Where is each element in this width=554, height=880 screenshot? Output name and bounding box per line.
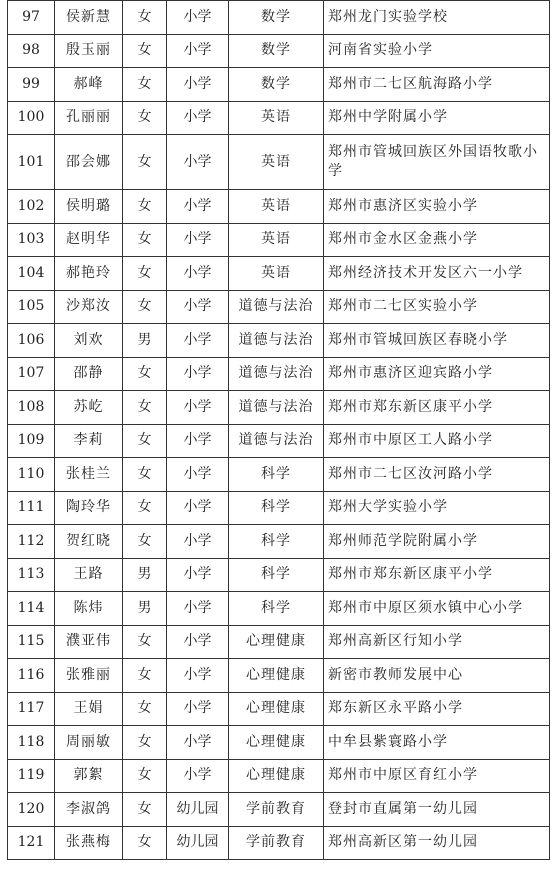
cell-gender: 女: [123, 625, 167, 659]
cell-number: 106: [8, 324, 55, 358]
table-row: [8, 223, 550, 257]
cell-gender: 男: [123, 558, 167, 592]
cell-name: 郝艳玲: [55, 257, 123, 291]
cell-subject: 道德与法治: [229, 391, 324, 425]
cell-school: 河南省实验小学: [324, 34, 550, 68]
cell-name: 张雅丽: [55, 659, 123, 693]
cell-subject: 英语: [229, 190, 324, 224]
table-row: [8, 659, 550, 693]
cell-number: 101: [8, 135, 55, 190]
cell-name: 侯新慧: [55, 1, 123, 35]
table-row: [8, 625, 550, 659]
table-row: [8, 692, 550, 726]
cell-subject: 道德与法治: [229, 424, 324, 458]
cell-name: 王路: [55, 558, 123, 592]
table-row: [8, 592, 550, 626]
cell-school: 郑州高新区第一幼儿园: [324, 826, 550, 860]
cell-name: 赵明华: [55, 223, 123, 257]
cell-school: 郑州市郑东新区康平小学: [324, 558, 550, 592]
cell-school-level: 小学: [167, 525, 229, 559]
cell-school-level: 小学: [167, 34, 229, 68]
cell-number: 121: [8, 826, 55, 860]
cell-gender: 女: [123, 391, 167, 425]
table-row: [8, 324, 550, 358]
cell-subject: 英语: [229, 135, 324, 190]
cell-number: 114: [8, 592, 55, 626]
cell-number: 111: [8, 491, 55, 525]
cell-number: 113: [8, 558, 55, 592]
cell-school: 郑州市中原区须水镇中心小学: [324, 592, 550, 626]
table-row: [8, 826, 550, 860]
cell-gender: 女: [123, 525, 167, 559]
cell-school-level: 小学: [167, 625, 229, 659]
cell-school-level: 小学: [167, 135, 229, 190]
cell-name: 张桂兰: [55, 458, 123, 492]
table-row: [8, 357, 550, 391]
cell-name: 周丽敏: [55, 726, 123, 760]
cell-gender: 女: [123, 424, 167, 458]
cell-name: 李淑鸽: [55, 793, 123, 827]
cell-number: 100: [8, 101, 55, 135]
cell-subject: 心理健康: [229, 726, 324, 760]
cell-name: 殷玉丽: [55, 34, 123, 68]
cell-gender: 女: [123, 223, 167, 257]
cell-subject: 道德与法治: [229, 357, 324, 391]
table-row: [8, 101, 550, 135]
cell-gender: 女: [123, 190, 167, 224]
table-row: [8, 793, 550, 827]
cell-subject: 科学: [229, 491, 324, 525]
teacher-list-table-container: [7, 0, 549, 860]
cell-name: 张燕梅: [55, 826, 123, 860]
cell-school-level: 小学: [167, 558, 229, 592]
cell-subject: 英语: [229, 257, 324, 291]
cell-name: 陈炜: [55, 592, 123, 626]
cell-school: 郑州师范学院附属小学: [324, 525, 550, 559]
cell-name: 贺红晓: [55, 525, 123, 559]
cell-school-level: 小学: [167, 458, 229, 492]
cell-gender: 女: [123, 491, 167, 525]
cell-number: 110: [8, 458, 55, 492]
cell-subject: 道德与法治: [229, 290, 324, 324]
cell-subject: 数学: [229, 1, 324, 35]
cell-school: 郑州市郑东新区康平小学: [324, 391, 550, 425]
cell-school: 郑州市金水区金燕小学: [324, 223, 550, 257]
cell-school: 新密市教师发展中心: [324, 659, 550, 693]
cell-school-level: 小学: [167, 324, 229, 358]
cell-school: 郑州市管城回族区春晓小学: [324, 324, 550, 358]
table-row: [8, 135, 550, 190]
cell-school-level: 小学: [167, 68, 229, 102]
cell-name: 刘欢: [55, 324, 123, 358]
cell-gender: 女: [123, 357, 167, 391]
cell-number: 112: [8, 525, 55, 559]
cell-subject: 心理健康: [229, 692, 324, 726]
table-row: [8, 525, 550, 559]
cell-number: 102: [8, 190, 55, 224]
cell-gender: 男: [123, 324, 167, 358]
cell-school: 郑州高新区行知小学: [324, 625, 550, 659]
table-row: [8, 726, 550, 760]
cell-school: 郑州龙门实验学校: [324, 1, 550, 35]
cell-school-level: 小学: [167, 190, 229, 224]
table-row: [8, 424, 550, 458]
cell-name: 孔丽丽: [55, 101, 123, 135]
cell-number: 104: [8, 257, 55, 291]
cell-subject: 科学: [229, 525, 324, 559]
cell-subject: 心理健康: [229, 659, 324, 693]
cell-gender: 女: [123, 34, 167, 68]
cell-school-level: 小学: [167, 1, 229, 35]
cell-school-level: 小学: [167, 101, 229, 135]
cell-number: 107: [8, 357, 55, 391]
cell-name: 郭絮: [55, 759, 123, 793]
cell-school: 郑州市惠济区迎宾路小学: [324, 357, 550, 391]
cell-school-level: 幼儿园: [167, 826, 229, 860]
cell-school: 郑州中学附属小学: [324, 101, 550, 135]
cell-number: 103: [8, 223, 55, 257]
cell-school-level: 小学: [167, 424, 229, 458]
cell-school: 郑州市管城回族区外国语牧歌小学: [324, 135, 550, 190]
cell-subject: 心理健康: [229, 625, 324, 659]
cell-school: 郑州大学实验小学: [324, 491, 550, 525]
cell-name: 王娟: [55, 692, 123, 726]
cell-school: 郑州经济技术开发区六一小学: [324, 257, 550, 291]
cell-subject: 心理健康: [229, 759, 324, 793]
cell-subject: 科学: [229, 458, 324, 492]
cell-subject: 学前教育: [229, 793, 324, 827]
cell-number: 120: [8, 793, 55, 827]
cell-school: 郑州市二七区航海路小学: [324, 68, 550, 102]
cell-gender: 女: [123, 68, 167, 102]
cell-subject: 英语: [229, 223, 324, 257]
cell-subject: 科学: [229, 592, 324, 626]
cell-gender: 女: [123, 135, 167, 190]
cell-gender: 女: [123, 101, 167, 135]
cell-number: 119: [8, 759, 55, 793]
cell-school: 登封市直属第一幼儿园: [324, 793, 550, 827]
cell-number: 99: [8, 68, 55, 102]
cell-number: 116: [8, 659, 55, 693]
cell-name: 濮亚伟: [55, 625, 123, 659]
cell-gender: 女: [123, 1, 167, 35]
cell-gender: 女: [123, 458, 167, 492]
cell-number: 105: [8, 290, 55, 324]
cell-gender: 女: [123, 692, 167, 726]
table-row: [8, 491, 550, 525]
cell-school-level: 小学: [167, 726, 229, 760]
cell-school: 中牟县紫寰路小学: [324, 726, 550, 760]
cell-school-level: 小学: [167, 357, 229, 391]
cell-gender: 女: [123, 257, 167, 291]
table-row: [8, 68, 550, 102]
cell-name: 邵会娜: [55, 135, 123, 190]
cell-gender: 女: [123, 290, 167, 324]
table-row: [8, 257, 550, 291]
table-row: [8, 34, 550, 68]
cell-number: 98: [8, 34, 55, 68]
cell-name: 侯明璐: [55, 190, 123, 224]
cell-school: 郑州市惠济区实验小学: [324, 190, 550, 224]
teacher-list-table: [7, 0, 550, 860]
cell-school-level: 小学: [167, 223, 229, 257]
cell-school-level: 小学: [167, 257, 229, 291]
cell-gender: 女: [123, 759, 167, 793]
cell-name: 郝峰: [55, 68, 123, 102]
cell-school: 郑州市二七区汝河路小学: [324, 458, 550, 492]
cell-number: 97: [8, 1, 55, 35]
cell-gender: 女: [123, 659, 167, 693]
cell-number: 108: [8, 391, 55, 425]
table-row: [8, 1, 550, 35]
cell-gender: 男: [123, 592, 167, 626]
cell-subject: 道德与法治: [229, 324, 324, 358]
cell-name: 沙郑汝: [55, 290, 123, 324]
table-row: [8, 458, 550, 492]
table-body: [8, 1, 550, 860]
cell-subject: 数学: [229, 68, 324, 102]
cell-school-level: 小学: [167, 391, 229, 425]
cell-school: 郑州市中原区育红小学: [324, 759, 550, 793]
cell-gender: 女: [123, 793, 167, 827]
cell-number: 109: [8, 424, 55, 458]
cell-school: 郑州市中原区工人路小学: [324, 424, 550, 458]
table-row: [8, 391, 550, 425]
cell-school: 郑东新区永平路小学: [324, 692, 550, 726]
cell-name: 苏屹: [55, 391, 123, 425]
cell-school-level: 小学: [167, 659, 229, 693]
cell-subject: 数学: [229, 34, 324, 68]
cell-gender: 女: [123, 826, 167, 860]
cell-name: 邵静: [55, 357, 123, 391]
cell-number: 117: [8, 692, 55, 726]
cell-number: 115: [8, 625, 55, 659]
cell-school-level: 小学: [167, 759, 229, 793]
cell-subject: 英语: [229, 101, 324, 135]
cell-gender: 女: [123, 726, 167, 760]
table-row: [8, 759, 550, 793]
cell-school-level: 小学: [167, 592, 229, 626]
cell-school: 郑州市二七区实验小学: [324, 290, 550, 324]
cell-school-level: 小学: [167, 692, 229, 726]
cell-number: 118: [8, 726, 55, 760]
cell-name: 陶玲华: [55, 491, 123, 525]
cell-subject: 学前教育: [229, 826, 324, 860]
cell-school-level: 小学: [167, 290, 229, 324]
cell-name: 李莉: [55, 424, 123, 458]
table-row: [8, 558, 550, 592]
table-row: [8, 190, 550, 224]
table-row: [8, 290, 550, 324]
cell-school-level: 幼儿园: [167, 793, 229, 827]
cell-school-level: 小学: [167, 491, 229, 525]
cell-subject: 科学: [229, 558, 324, 592]
